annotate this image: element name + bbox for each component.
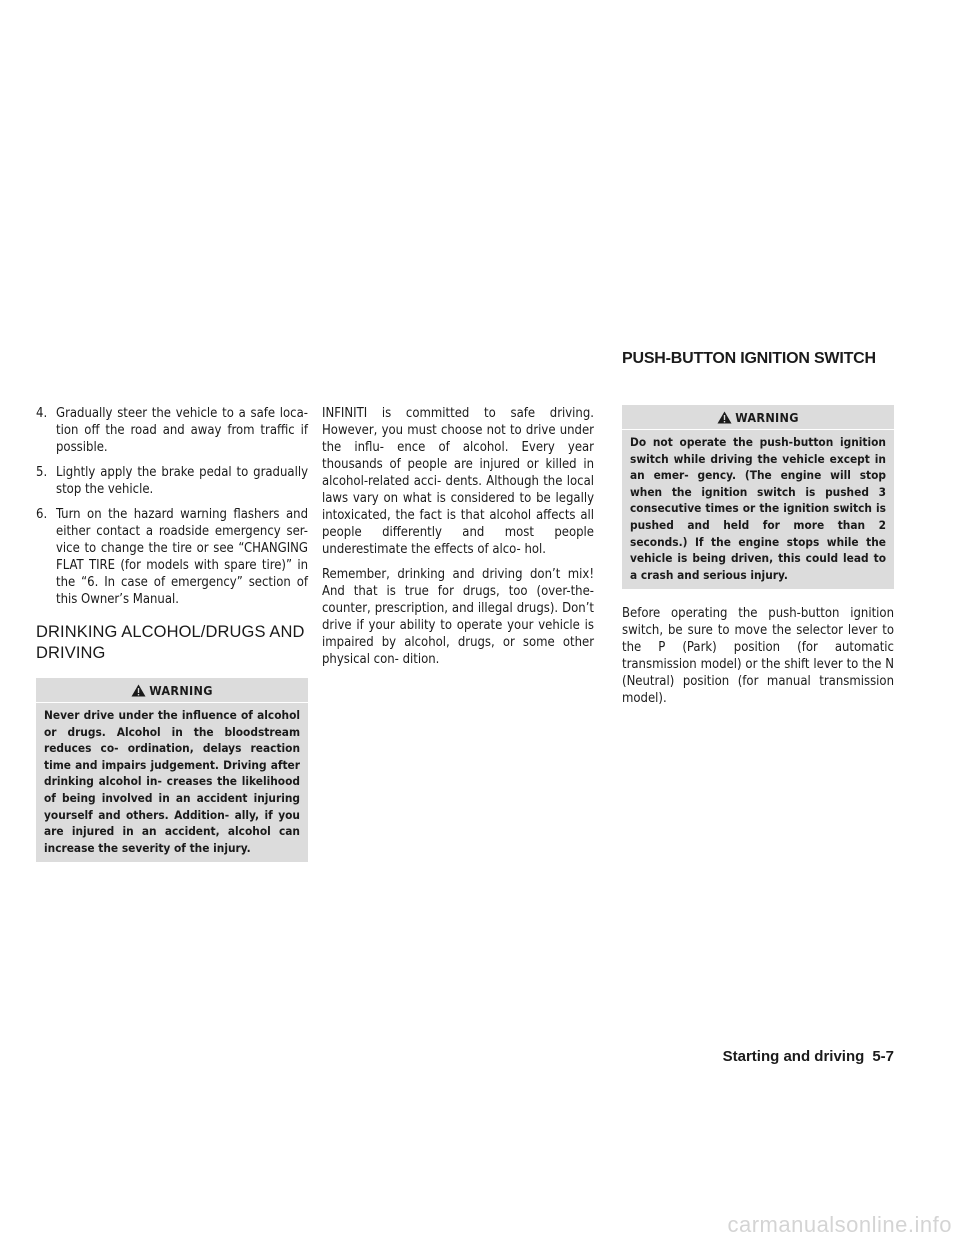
step-text: Gradually steer the vehicle to a safe loca- tion off the road and away from traffic if possible. bbox=[56, 406, 308, 455]
warning-text: Never drive under the influence of alcohol or drugs. Alcohol in the bloodstream reduces co- ordination, delays reaction time and impairs judgement. Driving after drinking alcohol in- creases the likelihood of being involved in an accident injuring yourself and others. Addition- ally, if you are injured in an accident, alcohol can increase the severity of the injury. bbox=[44, 708, 300, 855]
warning-title: WARNING bbox=[735, 409, 799, 425]
warning-triangle-icon bbox=[131, 684, 146, 697]
paragraph-infiniti-commitment: INFINITI is committed to safe driving. However, you must choose not to drive under the influ- ence of alcohol. Every year thousands of people are injured or killed in alcohol-related acci- dents. Although the local laws vary on what is considered to be legally intoxicated, the fact is that alcohol affects all people differently and most people underestimate the effects of alco- hol. bbox=[322, 406, 594, 557]
heading-drinking-alcohol: DRINKING ALCOHOL/DRUGS AND DRIVING bbox=[36, 623, 305, 662]
warning-box-alcohol bbox=[36, 678, 308, 862]
page-number: 5-7 bbox=[872, 1048, 894, 1065]
column-middle bbox=[322, 405, 594, 676]
page-footer bbox=[700, 1048, 894, 1065]
column-right bbox=[622, 405, 894, 715]
step-text: Lightly apply the brake pedal to gradually stop the vehicle. bbox=[56, 465, 308, 497]
footer-chapter: Starting and driving bbox=[722, 1048, 865, 1065]
list-item-step-4 bbox=[36, 405, 308, 456]
list-item-step-6 bbox=[36, 506, 308, 608]
step-number: 4. bbox=[36, 406, 48, 421]
section-title: PUSH-BUTTON IGNITION SWITCH bbox=[622, 350, 876, 367]
paragraph-drinking-driving: Remember, drinking and driving don’t mix! And that is true for drugs, too (over-the-counter, prescription, and illegal drugs). Don’t drive if your ability to operate your vehicle is impaired by alcohol, drugs, or some other physical con- dition. bbox=[322, 567, 594, 667]
column-left bbox=[36, 405, 308, 862]
warning-triangle-icon bbox=[717, 411, 732, 424]
list-item-step-5 bbox=[36, 464, 308, 498]
warning-box-ignition bbox=[622, 405, 894, 589]
step-number: 5. bbox=[36, 465, 48, 480]
watermark: carmanualsonline.info bbox=[727, 1212, 952, 1237]
paragraph-before-operating: Before operating the push-button ignition switch, be sure to move the selector lever to the P (Park) position (for automatic transmission model) or the shift lever to the N (Neutral) position (for manual transmission model). bbox=[622, 606, 894, 707]
step-number: 6. bbox=[36, 507, 48, 522]
warning-text: Do not operate the push-button ignition switch while driving the vehicle except in an emer- gency. (The engine will stop when the ignition switch is pushed 3 consecutive times or the ignition switch is pushed and held for more than 2 seconds.) If the engine stops while the vehicle is being driven, this could lead to a crash and serious injury. bbox=[630, 435, 886, 582]
warning-header bbox=[622, 405, 894, 430]
warning-header bbox=[36, 678, 308, 703]
step-text: Turn on the hazard warning flashers and either contact a roadside emergency ser- vice to change the tire or see “CHANGING FLAT TIRE (for models with spare tire)” in the “6. In case of emergency” section of this Owner’s Manual. bbox=[56, 507, 308, 607]
warning-title: WARNING bbox=[149, 682, 213, 698]
